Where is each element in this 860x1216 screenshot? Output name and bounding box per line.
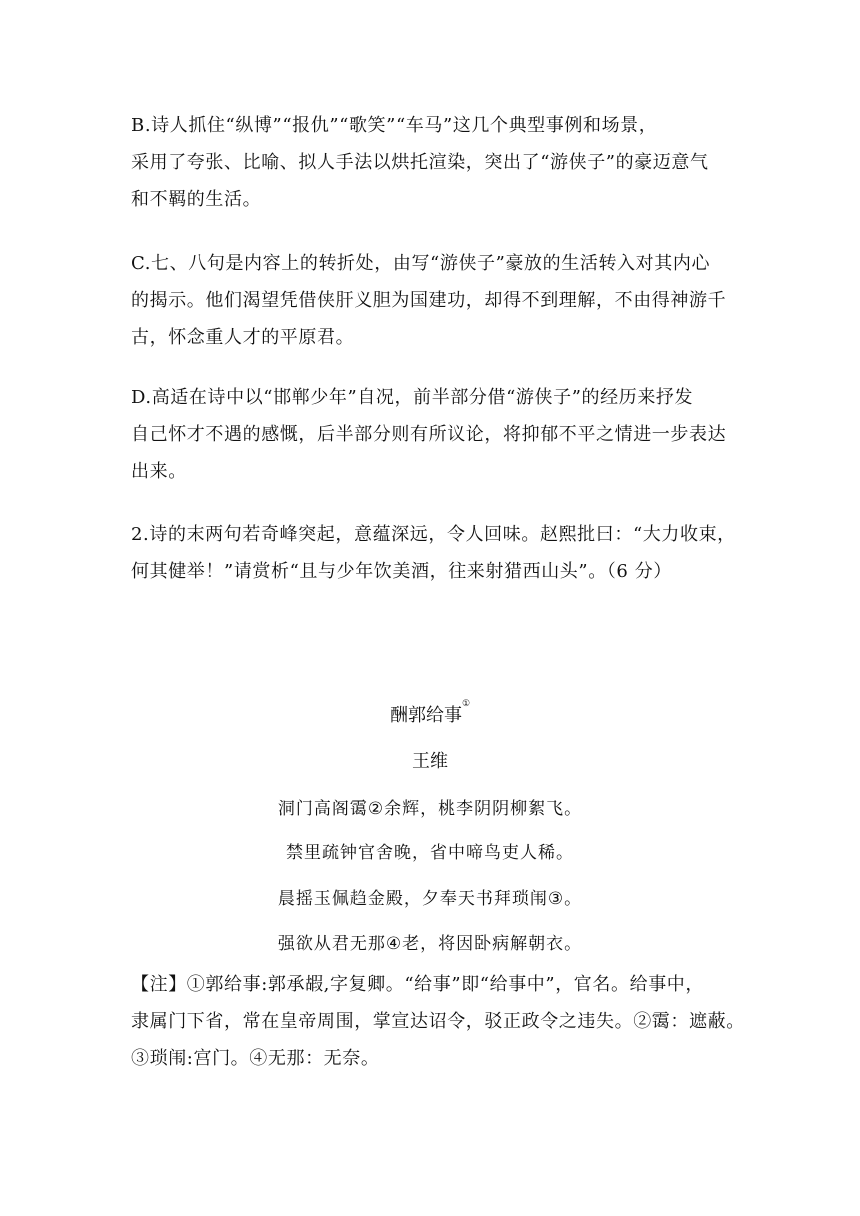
option-d bbox=[131, 379, 735, 490]
option-d-line: D.高适在诗中以“邯郸少年”自况，前半部分借“游侠子”的经历来抒发 bbox=[131, 387, 694, 408]
question-2-line: 2.诗的末两句若奇峰突起，意蕴深远，令人回味。赵熙批曰：“大力收束， bbox=[131, 524, 736, 545]
poem-title-footnote-mark: ① bbox=[461, 699, 471, 709]
option-d-line: 自己怀才不遇的感慨，后半部分则有所议论，将抑郁不平之情进一步表达 bbox=[131, 424, 727, 445]
question-2-line: 何其健举！”请赏析“且与少年饮美酒，往来射猎西山头”。（6 分） bbox=[131, 561, 672, 582]
option-c-line: 的揭示。他们渴望凭借侠肝义胆为国建功，却得不到理解，不由得神游千 bbox=[131, 290, 727, 311]
option-b-line: B.诗人抓住“纵博”“报仇”“歌笑”“车马”这几个典型事例和场景， bbox=[131, 115, 658, 136]
poem-title-text: 酬郭给事 bbox=[389, 705, 462, 726]
option-c-line: 古，怀念重人才的平原君。 bbox=[131, 327, 355, 348]
poem-author: 王维 bbox=[412, 751, 448, 772]
option-c-line: C.七、八句是内容上的转折处，由写“游侠子”豪放的生活转入对其内心 bbox=[131, 253, 711, 274]
option-d-line: 出来。 bbox=[131, 461, 187, 482]
option-b-line: 和不羁的生活。 bbox=[131, 189, 262, 210]
poem-note bbox=[131, 966, 745, 1077]
poem-note-line: 隶属门下省，常在皇帝周围，掌宣达诏令，驳正政令之违失。②霭：遮蔽。 bbox=[131, 1011, 745, 1032]
poem-verse-1: 洞门高阁霭②余辉，桃李阴阴柳絮飞。 bbox=[277, 799, 583, 819]
poem-note-line: ③琐闱:宫门。④无那：无奈。 bbox=[131, 1048, 380, 1069]
poem-verse-2: 禁里疏钟官舍晚，省中啼鸟吏人稀。 bbox=[286, 843, 574, 863]
option-b bbox=[131, 107, 735, 218]
poem-verse-3: 晨摇玉佩趋金殿，夕奉天书拜琐闱③。 bbox=[277, 889, 583, 909]
question-2 bbox=[131, 516, 735, 590]
poem-title bbox=[0, 701, 860, 727]
option-b-line: 采用了夸张、比喻、拟人手法以烘托渲染，突出了“游侠子”的豪迈意气 bbox=[131, 152, 709, 173]
option-c bbox=[131, 245, 735, 356]
poem-verse-4: 强欲从君无那④老，将因卧病解朝衣。 bbox=[277, 934, 583, 954]
poem-note-line: 【注】①郭给事:郭承嘏,字复卿。“给事”即“给事中”，官名。给事中， bbox=[131, 974, 704, 995]
